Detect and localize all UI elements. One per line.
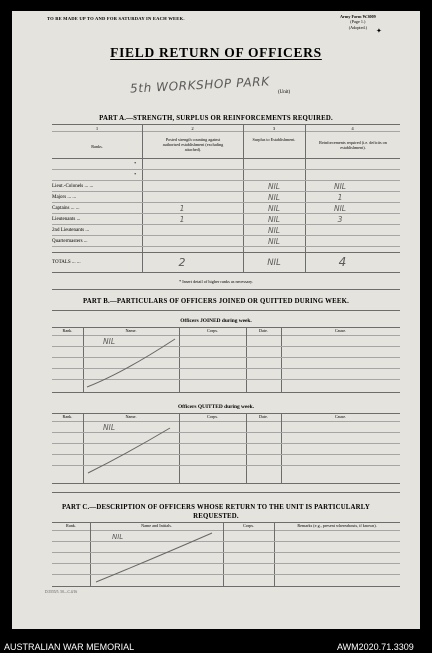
rank-label: Captains ... ...	[52, 206, 80, 211]
form-reference	[340, 14, 376, 30]
unit-handwritten: 5th WORKSHOP PARK	[129, 74, 270, 96]
part-a-header-posted: Posted strength counting against authorised establishment (excluding attached).	[162, 137, 224, 152]
joined-nil: NIL	[103, 337, 116, 346]
posted-value: 1	[179, 204, 185, 213]
joined-col-corps: Corps.	[206, 328, 219, 333]
archive-name: AUSTRALIAN WAR MEMORIAL	[4, 642, 135, 652]
reinforcements-value: NIL	[333, 182, 346, 191]
surplus-value: NIL	[267, 215, 280, 224]
quitted-nil: NIL	[103, 423, 116, 432]
part-c-col-remarks: Remarks (e.g., present whereabouts, if known).	[297, 523, 377, 528]
rank-label: Quartermasters ...	[52, 239, 88, 244]
quitted-col-name: Name.	[125, 414, 137, 419]
quitted-strike-line	[83, 421, 179, 483]
totals-reinforcements: 4	[338, 255, 347, 269]
totals-posted: 2	[178, 256, 186, 269]
totals-label: TOTALS ... ...	[52, 260, 81, 265]
part-c-title-line-1: PART C.—DESCRIPTION OF OFFICERS WHOSE RETURN TO THE UNIT IS PARTICULARLY	[62, 504, 370, 511]
part-c-title-line-2: REQUESTED.	[193, 513, 239, 520]
joined-col-name: Name.	[125, 328, 137, 333]
unit-label: (Unit)	[278, 90, 291, 95]
part-c-col-rank: Rank.	[66, 523, 76, 528]
surplus-value: NIL	[267, 226, 280, 235]
part-a-col-4-number: 4	[351, 126, 354, 131]
rank-asterisk: *	[134, 172, 137, 177]
part-a-title: PART A.—STRENGTH, SURPLUS OR REINFORCEMENTS REQUIRED.	[99, 115, 333, 122]
rank-asterisk: *	[134, 161, 137, 166]
totals-surplus: NIL	[267, 258, 281, 268]
part-a-header-reinforcements: Reinforcements required (i.e. deficits on establishment).	[319, 140, 387, 150]
submission-instruction: TO BE MADE UP TO AND FOR SATURDAY IN EACH WEEK.	[47, 16, 185, 21]
surplus-value: NIL	[267, 193, 280, 202]
rank-label: Lieut.-Colonels ... ...	[52, 184, 94, 189]
part-c-nil: NIL	[112, 533, 124, 541]
quitted-title: Officers QUITTED during week.	[177, 404, 255, 410]
surplus-value: NIL	[267, 204, 280, 213]
quitted-col-cause: Cause.	[334, 414, 347, 419]
part-a-col-2-number: 2	[191, 126, 194, 131]
rank-label: Majors ... ...	[52, 195, 77, 200]
form-page: (Page 1.)	[350, 19, 366, 25]
surplus-value: NIL	[267, 182, 280, 191]
quitted-col-rank: Rank.	[62, 414, 73, 419]
reinforcements-value: NIL	[333, 204, 346, 213]
rank-label: Lieutenants ...	[52, 217, 81, 222]
part-a-header-ranks: Ranks.	[91, 144, 103, 149]
quitted-col-date: Date.	[259, 414, 268, 419]
part-c-strike-line	[90, 530, 223, 586]
surplus-value: NIL	[267, 237, 280, 246]
joined-col-rank: Rank.	[62, 328, 73, 333]
part-b-title: PART B.—PARTICULARS OF OFFICERS JOINED OR QUITTED DURING WEEK.	[82, 298, 350, 305]
joined-strike-line	[83, 335, 179, 392]
part-c-col-name: Name and Initials.	[141, 523, 172, 528]
print-code: D.5555/5. 50—C.4/16	[45, 590, 78, 594]
part-a-col-1-number: 1	[95, 126, 99, 131]
posted-value: 1	[179, 215, 185, 224]
reinforcements-value: 3	[337, 215, 343, 224]
part-a-header-surplus: Surplus to Establishment.	[252, 137, 296, 142]
archive-reference: AWM2020.71.3309	[337, 642, 414, 652]
form-adopted: (Adopted.)	[348, 24, 367, 30]
ink-mark-icon: ✦	[376, 27, 382, 35]
joined-title: Officers JOINED during week.	[180, 318, 252, 324]
part-a-footnote: * Insert detail of higher ranks as necessary.	[179, 279, 253, 284]
page-title: FIELD RETURN OF OFFICERS	[110, 45, 322, 60]
joined-col-cause: Cause.	[334, 328, 347, 333]
form-number: Army Form W.3009	[340, 14, 376, 19]
reinforcements-value: 1	[337, 193, 343, 202]
quitted-col-corps: Corps.	[206, 414, 219, 419]
joined-col-date: Date.	[259, 328, 268, 333]
rank-label: 2nd Lieutenants ...	[52, 228, 90, 233]
part-a-col-3-number: 3	[272, 126, 276, 131]
part-c-col-corps: Corps.	[242, 523, 255, 528]
